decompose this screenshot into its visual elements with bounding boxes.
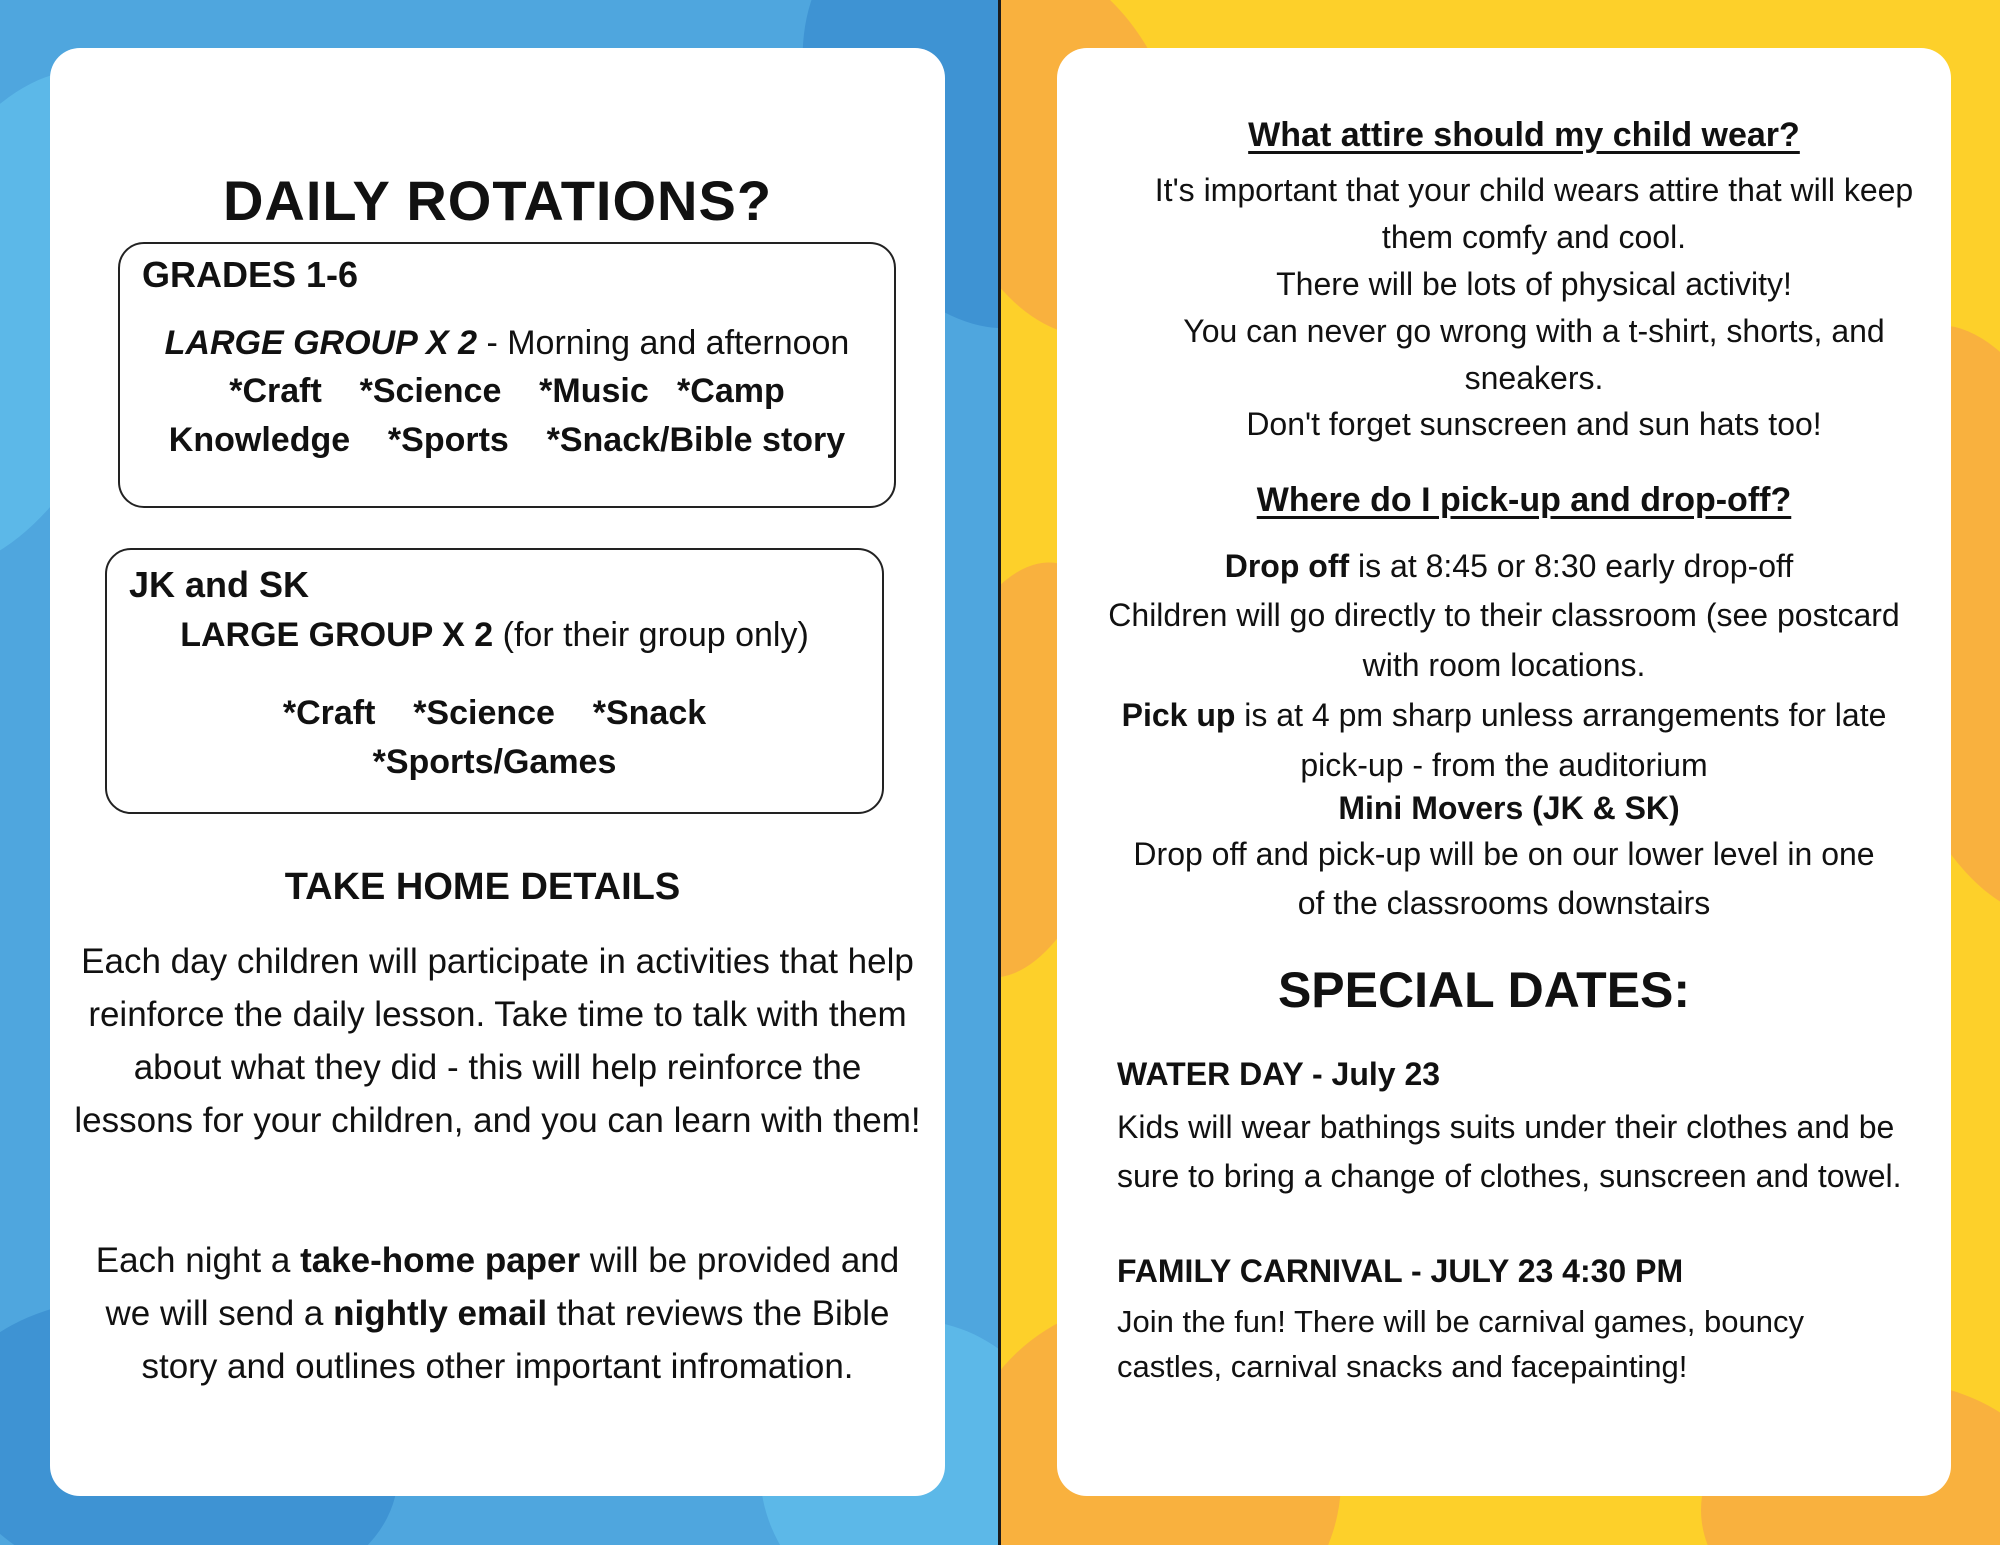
attire-text-3: You can never go wrong with a t-shirt, shorts, and sneakers. [1183, 313, 1885, 396]
center-divider [998, 0, 1001, 1545]
take-home-paragraph-1: Each day children will participate in activities that help reinforce the daily lesson. Take time to talk with them about what they did - this will help reinforce the lessons for your children, and you can learn with them! [74, 942, 921, 1140]
text-segment: Each night a [95, 1241, 301, 1280]
attire-text-2: There will be lots of physical activity! [1276, 266, 1792, 302]
carnival-text: Join the fun! There will be carnival games, bouncy castles, carnival snacks and facepainting! [1117, 1304, 1804, 1384]
text-segment: will be provided and we will send a [105, 1241, 900, 1333]
pick-up-label: Pick up [1121, 697, 1236, 733]
large-group-desc: - Morning and afternoon [477, 324, 850, 362]
water-day-text: Kids will wear bathings suits under their clothes and be sure to bring a change of clothes, sunscreen and towel. [1117, 1109, 1902, 1194]
jk-sk-box [105, 548, 884, 814]
drop-off-label: Drop off [1224, 548, 1350, 584]
drop-off-text: is at 8:45 or 8:30 early drop-off [1349, 548, 1794, 584]
mini-movers-heading: Mini Movers (JK & SK) [1338, 790, 1680, 826]
large-group-label: LARGE GROUP X 2 [164, 324, 477, 362]
left-card [50, 48, 945, 1496]
mini-movers-text: Drop off and pick-up will be on our lower level in one of the classrooms downstairs [1133, 836, 1875, 921]
page-title: DAILY ROTATIONS? [222, 169, 773, 232]
take-home-heading: TAKE HOME DETAILS [284, 866, 681, 908]
attire-text-1: It's important that your child wears attire that will keep them comfy and cool. [1154, 172, 1914, 255]
drop-off-line [1097, 548, 1921, 585]
jk-activities-line1: *Craft *Science *Snack [282, 694, 707, 732]
carnival-heading: FAMILY CARNIVAL - JULY 23 4:30 PM [1117, 1253, 1684, 1289]
special-dates-heading: SPECIAL DATES: [1277, 962, 1691, 1018]
attire-heading: What attire should my child wear? [1248, 116, 1800, 154]
drop-off-detail: Children will go directly to their classroom (see postcard with room locations. [1108, 597, 1900, 683]
grades-large-group [120, 324, 894, 363]
grades-activities-line1: *Craft *Science *Music *Camp [229, 372, 785, 410]
grades-heading: GRADES 1-6 [142, 254, 359, 295]
pickup-heading: Where do I pick-up and drop-off? [1256, 481, 1792, 519]
pick-up-line [1107, 690, 1901, 790]
large-group-label: LARGE GROUP X 2 [180, 616, 494, 654]
jk-activities-line2: *Sports/Games [372, 743, 617, 781]
take-home-paragraph-2 [72, 1234, 923, 1393]
large-group-desc: (for their group only) [493, 616, 809, 654]
pick-up-text: is at 4 pm sharp unless arrangements for late pick-up - from the auditorium [1235, 697, 1887, 783]
text-segment: that reviews the Bible story and outlines other important infromation. [141, 1294, 890, 1386]
attire-text-4: Don't forget sunscreen and sun hats too! [1246, 406, 1822, 442]
take-home-paper-emphasis: take-home paper [300, 1241, 581, 1280]
grades-box [118, 242, 896, 508]
water-day-heading: WATER DAY - July 23 [1117, 1056, 1441, 1092]
jk-sk-heading: JK and SK [129, 564, 310, 605]
nightly-email-emphasis: nightly email [333, 1294, 548, 1333]
right-card [1057, 48, 1951, 1496]
grades-activities-line2: Knowledge *Sports *Snack/Bible story [168, 421, 846, 459]
jk-large-group [107, 616, 882, 655]
